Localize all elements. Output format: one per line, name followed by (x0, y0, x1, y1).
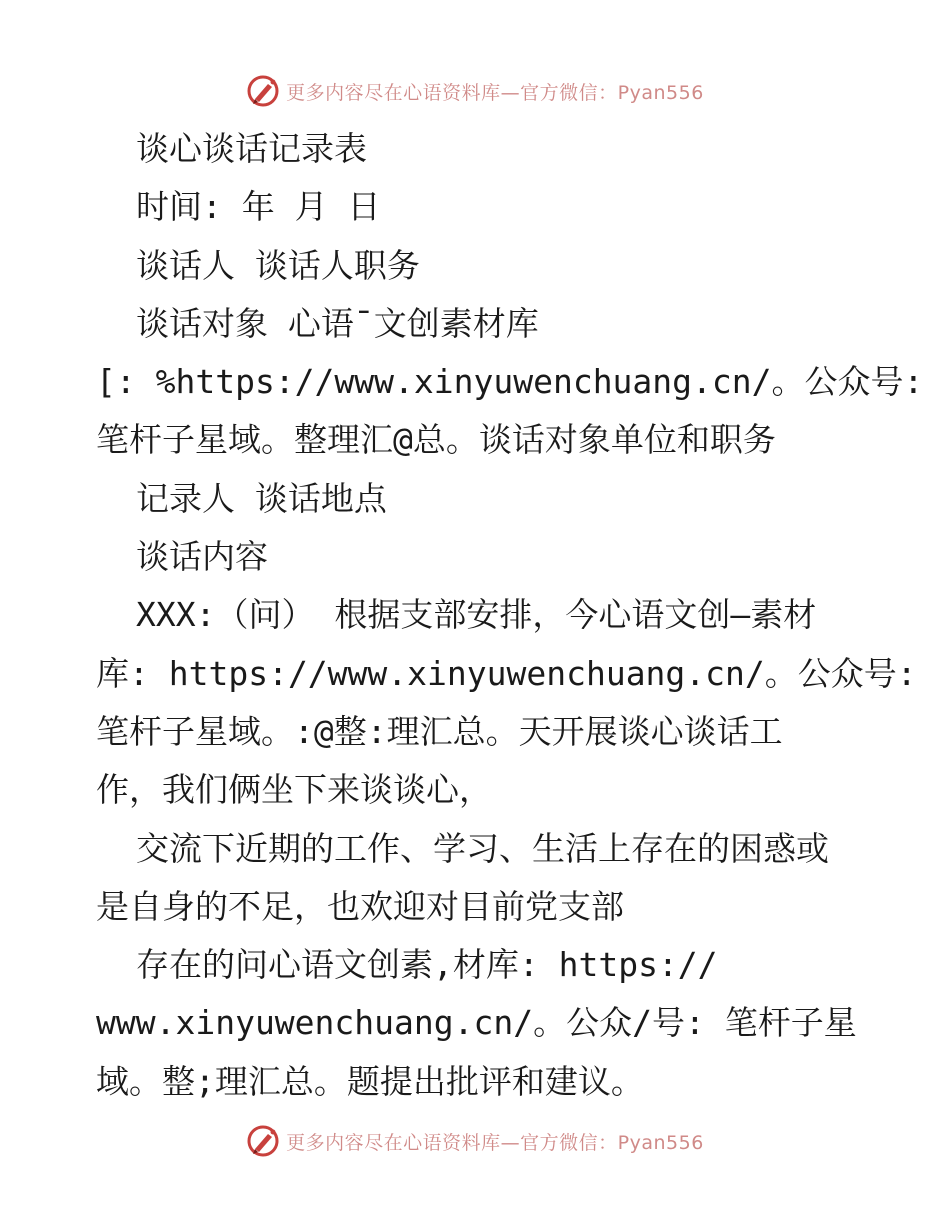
text-line: 谈话人 谈话人职务 (136, 245, 420, 285)
watermark-text: 更多内容尽在心语资料库—官方微信：Pyan556 (286, 81, 704, 104)
text-line: 作，我们俩坐下来谈谈心， (96, 770, 492, 810)
pen-logo-icon (246, 1124, 280, 1158)
text-line: 记录人 谈话地点 (136, 478, 387, 518)
text-line: 笔杆子星域。:@整:理汇总。天开展谈心谈话工 (96, 711, 783, 751)
text-line: 谈话对象 心语¯文创素材库 (136, 303, 539, 343)
text-line: XXX:（问） 根据支部安排，今心语文创—素材 (136, 595, 817, 635)
text-line: 谈话内容 (136, 537, 268, 577)
document-body (96, 120, 924, 1111)
text-line: 域。整;理汇总。题提出批评和建议。 (96, 1061, 644, 1101)
watermark-text: 更多内容尽在心语资料库—官方微信：Pyan556 (286, 1131, 704, 1154)
text-line: 笔杆子星域。整理汇@总。谈话对象单位和职务 (96, 420, 776, 460)
text-line: www.xinyuwenchuang.cn/。公众/号: 笔杆子星 (96, 1003, 857, 1043)
footer-watermark-banner (0, 1121, 950, 1161)
doc-title: 谈心谈话记录表 (136, 129, 367, 168)
header-watermark-banner (0, 71, 950, 111)
text-line: 交流下近期的工作、学习、生活上存在的困惑或 (136, 828, 829, 868)
text-line: [: %https://www.xinyuwenchuang.cn/。公众号: (96, 362, 924, 402)
text-line: 时间: 年 月 日 (136, 187, 381, 227)
text-line: 是自身的不足，也欢迎对目前党支部 (96, 886, 624, 926)
pen-logo-icon (246, 74, 280, 108)
text-line: 库: https://www.xinyuwenchuang.cn/。公众号: (96, 653, 917, 693)
text-line: 存在的问心语文创素,材库: https:// (136, 945, 718, 985)
